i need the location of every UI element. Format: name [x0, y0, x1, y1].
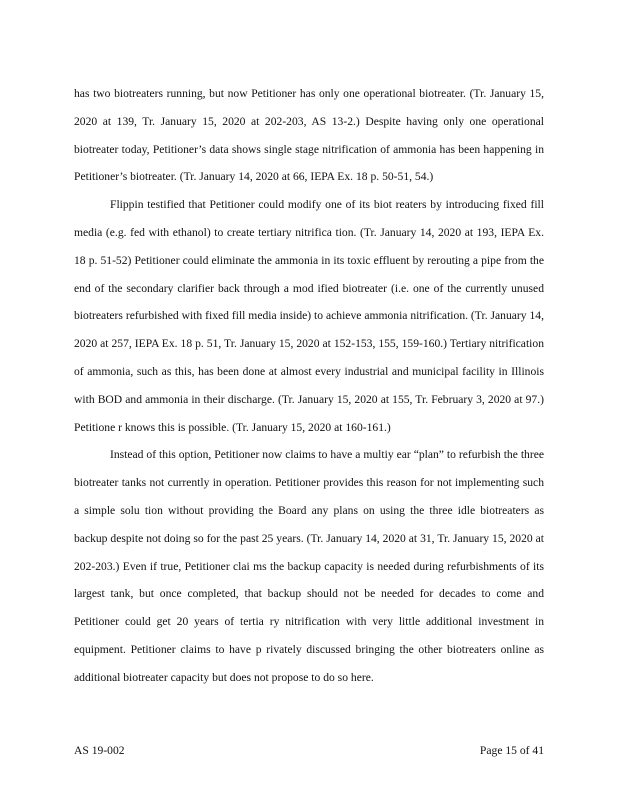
paragraph-continuation: has two biotreaters running, but now Petitioner has only one operational biotreater. (Tr. January 15, 2020 at 139, Tr. January 15, 2020 at 202-203, AS 13-2.) Despite having only one operational biotreater today, Petitioner’s data shows single stage nitrification of ammonia has been happening in Petitioner’s biotreater. (Tr. January 14, 2020 at 66, IEPA Ex. 18 p. 50-51, 54.) — [74, 87, 544, 184]
paragraph-refurbish-plan: Instead of this option, Petitioner now claims to have a multiy ear “plan” to refurbish the three biotreater tanks not currently in operation. Petitioner provides this reason for not implementing such a simple solu tion without providing the Board any plans on using the three idle biotreaters as backup despite not doing so for the past 25 years. (Tr. January 14, 2020 at 31, Tr. January 15, 2020 at 202-203.) Even if true, Petitioner clai ms the backup capacity is needed during refurbishments of its largest tank, but once completed, that backup should not be needed for decades to come and Petitioner could get 20 years of tertia ry nitrification with very little additional investment in equipment. Petitioner claims to have p rivately discussed bringing the other biotreaters online as additional biotreater capacity but does not propose to do so here. — [74, 448, 544, 684]
paragraph-flippin-testimony: Flippin testified that Petitioner could modify one of its biot reaters by introducing fixed fill media (e.g. fed with ethanol) to create tertiary nitrifica tion. (Tr. January 14, 2020 at 193, IEPA Ex. 18 p. 51-52) Petitioner could eliminate the ammonia in its toxic effluent by rerouting a pipe from the end of the secondary clarifier back through a mod ified biotreater (i.e. one of the currently unused biotreaters refurbished with fixed fill media inside) to achieve ammonia nitrification. (Tr. January 14, 2020 at 257, IEPA Ex. 18 p. 51, Tr. January 15, 2020 at 152-153, 155, 159-160.) Tertiary nitrification of ammonia, such as this, has been done at almost every industrial and municipal facility in Illinois with BOD and ammonia in their discharge. (Tr. January 15, 2020 at 155, Tr. February 3, 2020 at 97.) Petitione r knows this is possible. (Tr. January 15, 2020 at 160-161.) — [74, 198, 544, 434]
document-body — [74, 80, 544, 692]
footer-case-number: AS 19-002 — [74, 744, 125, 757]
footer-page-number: Page 15 of 41 — [479, 744, 544, 757]
